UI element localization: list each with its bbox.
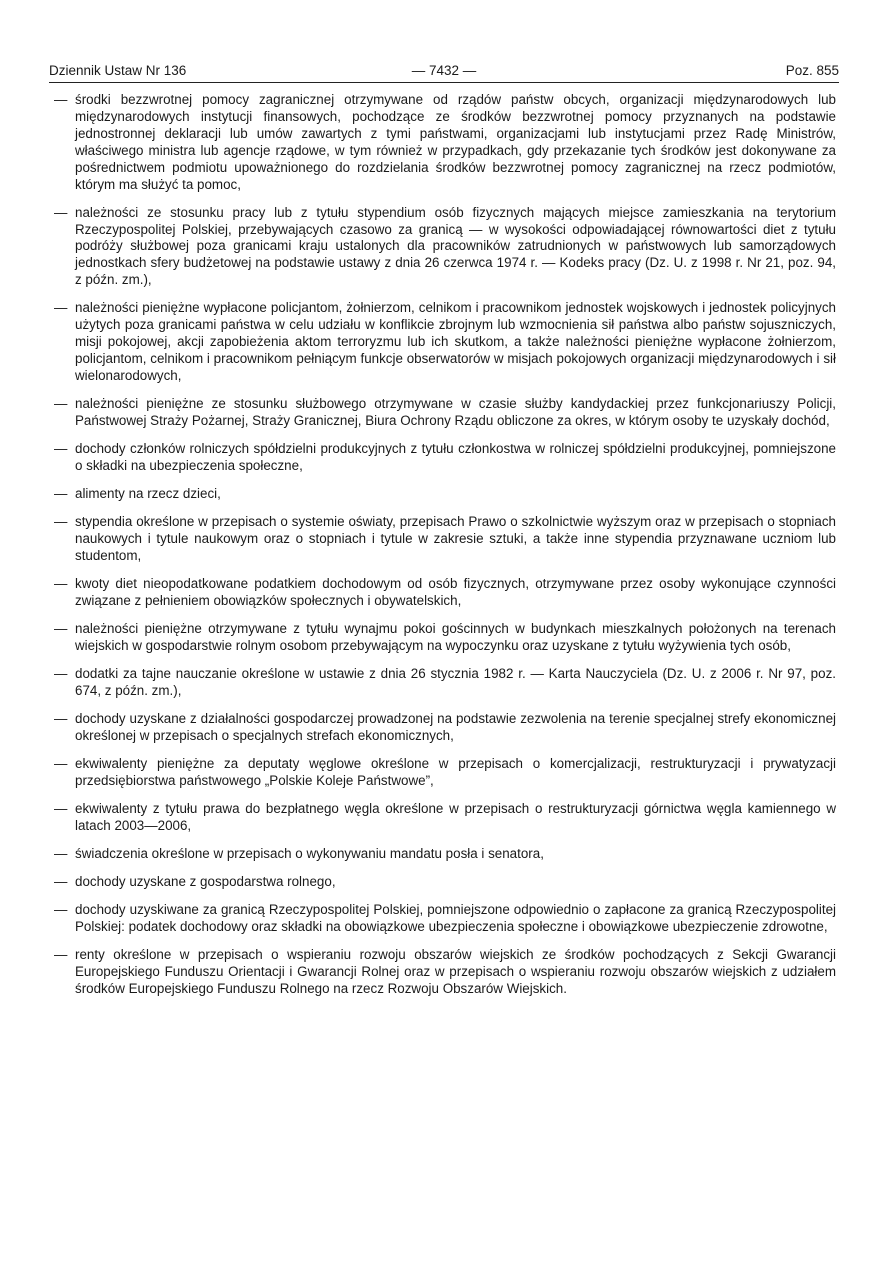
page-header <box>49 62 839 80</box>
list-item <box>54 514 836 565</box>
list-item-text: alimenty na rzecz dzieci, <box>75 486 221 502</box>
dash-marker: — <box>54 576 68 592</box>
list-item <box>54 576 836 610</box>
dash-marker: — <box>54 514 68 530</box>
dash-marker: — <box>54 902 68 918</box>
list-item <box>54 801 836 835</box>
list-item-text: należności ze stosunku pracy lub z tytułu stypendium osób fizycznych mających miejsce zamieszkania na terytorium Rzeczypospolitej Polskiej, przebywających czasowo za granicą — w wysokości odpowiadającej równowartości diet z tytułu podróży służbowej poza granicami kraju ustalonych dla pracowników zatrudnionych w państwowych lub samorządowych jednostkach sfery budżetowej na podstawie ustawy z dnia 26 czerwca 1974 r. — Kodeks pracy (Dz. U. z 1998 r. Nr 21, poz. 94, z późn. zm.), <box>75 204 836 288</box>
dash-marker: — <box>54 486 68 502</box>
list-item-text: dochody członków rolniczych spółdzielni produkcyjnych z tytułu członkostwa w rolniczej spółdzielni produkcyjnej, pomniejszone o składki na ubezpieczenia społeczne, <box>75 441 836 473</box>
journal-title: Dziennik Ustaw Nr 136 <box>49 63 187 78</box>
dash-marker: — <box>54 756 68 772</box>
list-item <box>54 441 836 475</box>
page-number: — 7432 — <box>411 63 477 78</box>
dash-marker: — <box>54 396 68 412</box>
dash-marker: — <box>54 666 68 682</box>
list-item-text: środki bezzwrotnej pomocy zagranicznej otrzymywane od rządów państw obcych, organizacji międzynarodowych lub międzynarodowych instytucji finansowych, pochodzące ze środków bezzwrotnej pomocy przyznanych na podstawie jednostronnej deklaracji lub umów zawartych z tymi państwami, organizacjami lub instytucjami przez Radę Ministrów, właściwego ministra lub agencje rządowe, w tym również w przypadkach, gdy przekazanie tych środków jest dokonywane za pośrednictwem podmiotu upoważnionego do rozdzielania środków bezzwrotnej pomocy zagranicznej na rzecz podmiotów, którym ma służyć ta pomoc, <box>75 92 836 192</box>
list-item-text: stypendia określone w przepisach o systemie oświaty, przepisach Prawo o szkolnictwie wyższym oraz w przepisach o stopniach naukowych i tytule naukowym oraz o stopniach i tytule w zakresie sztuki, a także inne stypendia przyznawane uczniom lub studentom, <box>75 514 836 563</box>
income-items-list <box>54 92 836 1009</box>
dash-marker: — <box>54 947 68 963</box>
list-item <box>54 205 836 290</box>
list-item-text: renty określone w przepisach o wspieraniu rozwoju obszarów wiejskich ze środków pochodzących z Sekcji Gwarancji Europejskiego Funduszu Orientacji i Gwarancji Rolnej oraz w przepisach o wspieraniu rozwoju obszarów wiejskich z udziałem środków Europejskiego Funduszu Rolnego na rzecz Rozwoju Obszarów Wiejskich. <box>75 947 836 997</box>
list-item <box>54 902 836 936</box>
list-item-text: ekwiwalenty z tytułu prawa do bezpłatnego węgla określone w przepisach o restrukturyzacji górnictwa węgla kamiennego w latach 2003—2006, <box>75 801 836 833</box>
list-item <box>54 486 836 503</box>
list-item-text: należności pieniężne otrzymywane z tytułu wynajmu pokoi gościnnych w budynkach mieszkalnych położonych na terenach wiejskich w gospodarstwie rolnym osobom przebywającym na wypoczynku oraz uzyskane z tytułu wyżywienia tych osób, <box>75 621 836 653</box>
dash-marker: — <box>54 204 68 220</box>
list-item <box>54 874 836 891</box>
list-item <box>54 711 836 745</box>
list-item <box>54 666 836 700</box>
list-item-text: należności pieniężne wypłacone policjantom, żołnierzom, celnikom i pracownikom jednostek wojskowych i jednostek policyjnych użytych poza granicami państwa w celu udziału w konflikcie zbrojnym lub wzmocnienia sił państwa albo państw sojuszniczych, misji pokojowej, akcji zapobieżenia aktom terroryzmu lub ich skutkom, a także należności pieniężne wypłacone żołnierzom, policjantom, celnikom i pracownikom pełniącym funkcje obserwatorów w misjach pokojowych organizacji międzynarodowych i sił wielonarodowych, <box>75 300 836 383</box>
list-item <box>54 947 836 998</box>
dash-marker: — <box>54 92 68 107</box>
list-item <box>54 396 836 430</box>
list-item <box>54 92 836 193</box>
list-item <box>54 300 836 385</box>
list-item-text: świadczenia określone w przepisach o wykonywaniu mandatu posła i senatora, <box>75 846 544 862</box>
list-item-text: kwoty diet nieopodatkowane podatkiem dochodowym od osób fizycznych, otrzymywane przez osoby wykonujące czynności związane z pełnieniem obowiązków społecznych i obywatelskich, <box>75 576 836 608</box>
position-number: Poz. 855 <box>785 63 839 78</box>
list-item <box>54 621 836 655</box>
list-item-text: należności pieniężne ze stosunku służbowego otrzymywane w czasie służby kandydackiej przez funkcjonariuszy Policji, Państwowej Straży Pożarnej, Straży Granicznej, Biura Ochrony Rządu obliczone za okres, w którym osoby te uzyskały dochód, <box>75 396 836 428</box>
list-item-text: dochody uzyskane z gospodarstwa rolnego, <box>75 874 336 890</box>
list-item-text: dodatki za tajne nauczanie określone w ustawie z dnia 26 stycznia 1982 r. — Karta Nauczyciela (Dz. U. z 2006 r. Nr 97, poz. 674, z późn. zm.), <box>75 666 836 698</box>
dash-marker: — <box>54 846 68 862</box>
dash-marker: — <box>54 441 68 457</box>
dash-marker: — <box>54 711 68 727</box>
dash-marker: — <box>54 801 68 817</box>
dash-marker: — <box>54 874 68 890</box>
list-item-text: dochody uzyskiwane za granicą Rzeczypospolitej Polskiej, pomniejszone odpowiednio o zapłacone za granicą Rzeczypospolitej Polskiej: podatek dochodowy oraz składki na obowiązkowe ubezpieczenia społeczne i obowiązkowe ubezpieczenie zdrowotne, <box>75 902 836 935</box>
list-item-text: ekwiwalenty pieniężne za deputaty węglowe określone w przepisach o komercjalizacji, restrukturyzacji i prywatyzacji przedsiębiorstwa państwowego „Polskie Koleje Państwowe”, <box>75 756 836 788</box>
header-rule <box>49 82 839 83</box>
list-item <box>54 846 836 863</box>
dash-marker: — <box>54 300 68 316</box>
dash-marker: — <box>54 621 68 637</box>
list-item <box>54 756 836 790</box>
list-item-text: dochody uzyskane z działalności gospodarczej prowadzonej na podstawie zezwolenia na terenie specjalnej strefy ekonomicznej określonej w przepisach o specjalnych strefach ekonomicznych, <box>75 711 836 743</box>
